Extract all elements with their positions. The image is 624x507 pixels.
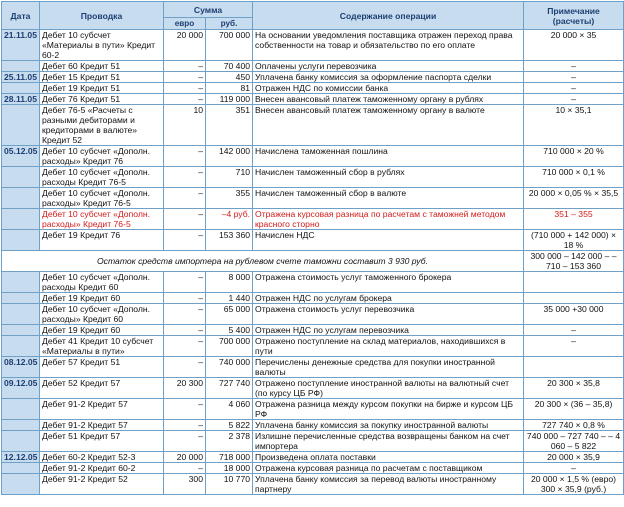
row-content: Отражена курсовая разница по расчетам с таможней методом красного сторно (253, 209, 524, 230)
row-rub: 2 378 (206, 431, 253, 452)
row-euro: – (164, 272, 206, 293)
row-entry: Дебет 19 Кредит 76 (40, 230, 164, 251)
table-row (2, 146, 624, 167)
row-date (2, 304, 40, 325)
row-euro: 10 (164, 105, 206, 146)
row-note: 20 000 × 1,5 % (евро) 300 × 35,9 (руб.) (524, 474, 624, 495)
table-row (2, 431, 624, 452)
row-rub: 70 400 (206, 61, 253, 72)
table-row (2, 474, 624, 495)
row-rub: 727 740 (206, 378, 253, 399)
row-date (2, 167, 40, 188)
header-note: Примечание (расчеты) (524, 2, 624, 30)
table-row (2, 230, 624, 251)
row-entry: Дебет 19 Кредит 51 (40, 83, 164, 94)
table-row (2, 420, 624, 431)
table-row (2, 399, 624, 420)
row-date (2, 420, 40, 431)
row-date: 25.11.05 (2, 72, 40, 83)
row-rub: 355 (206, 188, 253, 209)
row-rub: 351 (206, 105, 253, 146)
row-entry: Дебет 10 субсчет «Дополн. расходы» Кредит 76 (40, 146, 164, 167)
row-entry: Дебет 10 субсчет «Дополн. расходы» Кредит 76-5 (40, 188, 164, 209)
row-content: Излишне перечисленные средства возвращены банком на счет импортера (253, 431, 524, 452)
row-euro: – (164, 463, 206, 474)
row-euro: – (164, 188, 206, 209)
row-euro: – (164, 167, 206, 188)
row-note: 351 – 355 (524, 209, 624, 230)
row-entry: Дебет 10 субсчет «Дополн. расходы Кредит 60 (40, 272, 164, 293)
row-euro: – (164, 72, 206, 83)
table-row (2, 209, 624, 230)
row-date (2, 83, 40, 94)
row-note: (710 000 + 142 000) × 18 % (524, 230, 624, 251)
row-entry: Дебет 10 субсчет «Дополн. расходы» Кредит 60 (40, 304, 164, 325)
row-date: 09.12.05 (2, 378, 40, 399)
row-euro: – (164, 230, 206, 251)
row-euro: 300 (164, 474, 206, 495)
row-content: Отражен НДС по услугам перевозчика (253, 325, 524, 336)
row-rub: 81 (206, 83, 253, 94)
row-date (2, 61, 40, 72)
row-content: Произведена оплата поставки (253, 452, 524, 463)
row-date: 08.12.05 (2, 357, 40, 378)
row-entry: Дебет 51 Кредит 57 (40, 431, 164, 452)
row-note: 35 000 +30 000 (524, 304, 624, 325)
row-date: 12.12.05 (2, 452, 40, 463)
header-date: Дата (2, 2, 40, 30)
row-date (2, 399, 40, 420)
row-rub: 710 (206, 167, 253, 188)
row-euro: – (164, 209, 206, 230)
row-entry: Дебет 52 Кредит 57 (40, 378, 164, 399)
row-content: Отражена стоимость услуг таможенного брокера (253, 272, 524, 293)
row-content: Отражена стоимость услуг перевозчика (253, 304, 524, 325)
row-euro: – (164, 304, 206, 325)
row-euro: – (164, 293, 206, 304)
row-rub: 4 060 (206, 399, 253, 420)
row-euro: 20 000 (164, 452, 206, 463)
row-rub: 8 000 (206, 272, 253, 293)
row-rub: 18 000 (206, 463, 253, 474)
row-rub: 10 770 (206, 474, 253, 495)
row-entry: Дебет 10 субсчет «Дополн. расходы» Кредит 76-5 (40, 209, 164, 230)
table-row (2, 167, 624, 188)
row-content: Перечислены денежные средства для покупки иностранной валюты (253, 357, 524, 378)
row-note: 740 000 – 727 740 – – 4 060 – 5 822 (524, 431, 624, 452)
row-note: 20 000 × 0,05 % × 35,5 (524, 188, 624, 209)
row-rub: 740 000 (206, 357, 253, 378)
row-content: Начислен таможенный сбор в валюте (253, 188, 524, 209)
row-date (2, 336, 40, 357)
row-entry: Дебет 76 Кредит 51 (40, 94, 164, 105)
accounting-entries-table (1, 1, 624, 495)
row-note (524, 357, 624, 378)
row-euro: – (164, 61, 206, 72)
row-content: Начислена таможенная пошлина (253, 146, 524, 167)
table-row (2, 325, 624, 336)
row-content: Уплачена банку комиссия за оформление паспорта сделки (253, 72, 524, 83)
table-row (2, 188, 624, 209)
row-note: 20 300 × (36 – 35,8) (524, 399, 624, 420)
row-rub: 153 360 (206, 230, 253, 251)
row-entry: Дебет 57 Кредит 51 (40, 357, 164, 378)
table-row (2, 378, 624, 399)
row-date (2, 188, 40, 209)
remainder-note: 300 000 – 142 000 – – 710 – 153 360 (524, 251, 624, 272)
row-euro: 20 300 (164, 378, 206, 399)
row-date (2, 325, 40, 336)
row-rub: 119 000 (206, 94, 253, 105)
row-euro: – (164, 420, 206, 431)
row-note: – (524, 83, 624, 94)
row-content: Оплачены услуги перевозчика (253, 61, 524, 72)
row-note: – (524, 61, 624, 72)
row-date (2, 431, 40, 452)
table-row (2, 83, 624, 94)
header-rub: руб. (206, 18, 253, 30)
row-content: Отражен НДС по комиссии банка (253, 83, 524, 94)
row-entry: Дебет 19 Кредит 60 (40, 325, 164, 336)
row-rub: –4 руб. (206, 209, 253, 230)
header-entry: Проводка (40, 2, 164, 30)
row-euro: – (164, 399, 206, 420)
row-rub: 5 822 (206, 420, 253, 431)
row-rub: 65 000 (206, 304, 253, 325)
row-date (2, 272, 40, 293)
row-content: Отражено поступление иностранной валюты на валютный счет (по курсу ЦБ РФ) (253, 378, 524, 399)
remainder-row (2, 251, 624, 272)
row-rub: 700 000 (206, 30, 253, 61)
row-rub: 450 (206, 72, 253, 83)
row-date: 05.12.05 (2, 146, 40, 167)
table-row (2, 94, 624, 105)
row-content: Уплачена банку комиссия за покупку иностранной валюты (253, 420, 524, 431)
row-note: 20 000 × 35 (524, 30, 624, 61)
row-note: – (524, 463, 624, 474)
row-rub: 700 000 (206, 336, 253, 357)
row-entry: Дебет 60-2 Кредит 52-3 (40, 452, 164, 463)
row-date (2, 463, 40, 474)
row-content: Уплачена банку комиссия за перевод валюты иностранному партнеру (253, 474, 524, 495)
remainder-text: Остаток средств импортера на рублевом счете таможни составит 3 930 руб. (2, 251, 524, 272)
row-entry: Дебет 19 Кредит 60 (40, 293, 164, 304)
table-row (2, 72, 624, 83)
header-amount: Сумма (164, 2, 253, 18)
table-row (2, 105, 624, 146)
row-note (524, 272, 624, 293)
row-rub: 142 000 (206, 146, 253, 167)
row-note: 710 000 × 20 % (524, 146, 624, 167)
row-note: – (524, 336, 624, 357)
row-note: – (524, 94, 624, 105)
row-entry: Дебет 91-2 Кредит 57 (40, 420, 164, 431)
row-entry: Дебет 10 субсчет «Дополн. расходы Кредит 76-5 (40, 167, 164, 188)
row-euro: – (164, 94, 206, 105)
row-content: Отражен НДС по услугам брокера (253, 293, 524, 304)
row-note: – (524, 72, 624, 83)
row-entry: Дебет 91-2 Кредит 60-2 (40, 463, 164, 474)
row-rub: 5 400 (206, 325, 253, 336)
table-row (2, 61, 624, 72)
row-content: На основании уведомления поставщика отражен переход права собственности на товар и обязательство по его оплате (253, 30, 524, 61)
row-euro: 20 000 (164, 30, 206, 61)
header-euro: евро (164, 18, 206, 30)
row-content: Начислен НДС (253, 230, 524, 251)
row-content: Отражена разница между курсом покупки на бирже и курсом ЦБ РФ (253, 399, 524, 420)
row-content: Отражена курсовая разница по расчетам с поставщиком (253, 463, 524, 474)
row-euro: – (164, 431, 206, 452)
row-rub: 1 440 (206, 293, 253, 304)
row-note: 20 000 × 35,9 (524, 452, 624, 463)
row-euro: – (164, 357, 206, 378)
row-entry: Дебет 91-2 Кредит 52 (40, 474, 164, 495)
row-content: Внесен авансовый платеж таможенному органу в рублях (253, 94, 524, 105)
row-content: Отражено поступление на склад материалов, находившихся в пути (253, 336, 524, 357)
table-row (2, 463, 624, 474)
row-date (2, 209, 40, 230)
row-date: 21.11.05 (2, 30, 40, 61)
row-date (2, 474, 40, 495)
row-note (524, 293, 624, 304)
row-euro: – (164, 83, 206, 94)
row-date (2, 293, 40, 304)
table-row (2, 336, 624, 357)
row-date (2, 105, 40, 146)
row-entry: Дебет 76-5 «Расчеты с разными дебиторами и кредиторами в валюте» Кредит 52 (40, 105, 164, 146)
row-note: 10 × 35,1 (524, 105, 624, 146)
table-row (2, 272, 624, 293)
row-content: Начислен таможенный сбор в рублях (253, 167, 524, 188)
row-euro: – (164, 325, 206, 336)
row-euro: – (164, 146, 206, 167)
row-date: 28.11.05 (2, 94, 40, 105)
row-rub: 718 000 (206, 452, 253, 463)
table-row (2, 30, 624, 61)
table-row (2, 293, 624, 304)
row-entry: Дебет 91-2 Кредит 57 (40, 399, 164, 420)
table-row (2, 452, 624, 463)
header-content: Содержание операции (253, 2, 524, 30)
table-row (2, 304, 624, 325)
row-note: – (524, 325, 624, 336)
row-entry: Дебет 10 субсчет «Материалы в пути» Кредит 60-2 (40, 30, 164, 61)
table-row (2, 357, 624, 378)
row-entry: Дебет 15 Кредит 51 (40, 72, 164, 83)
row-content: Внесен авансовый платеж таможенному органу в валюте (253, 105, 524, 146)
row-note: 727 740 × 0,8 % (524, 420, 624, 431)
row-note: 20 300 × 35,8 (524, 378, 624, 399)
row-entry: Дебет 41 Кредит 10 субсчет «Материалы в пути» (40, 336, 164, 357)
row-date (2, 230, 40, 251)
row-entry: Дебет 60 Кредит 51 (40, 61, 164, 72)
row-note: 710 000 × 0,1 % (524, 167, 624, 188)
row-euro: – (164, 336, 206, 357)
